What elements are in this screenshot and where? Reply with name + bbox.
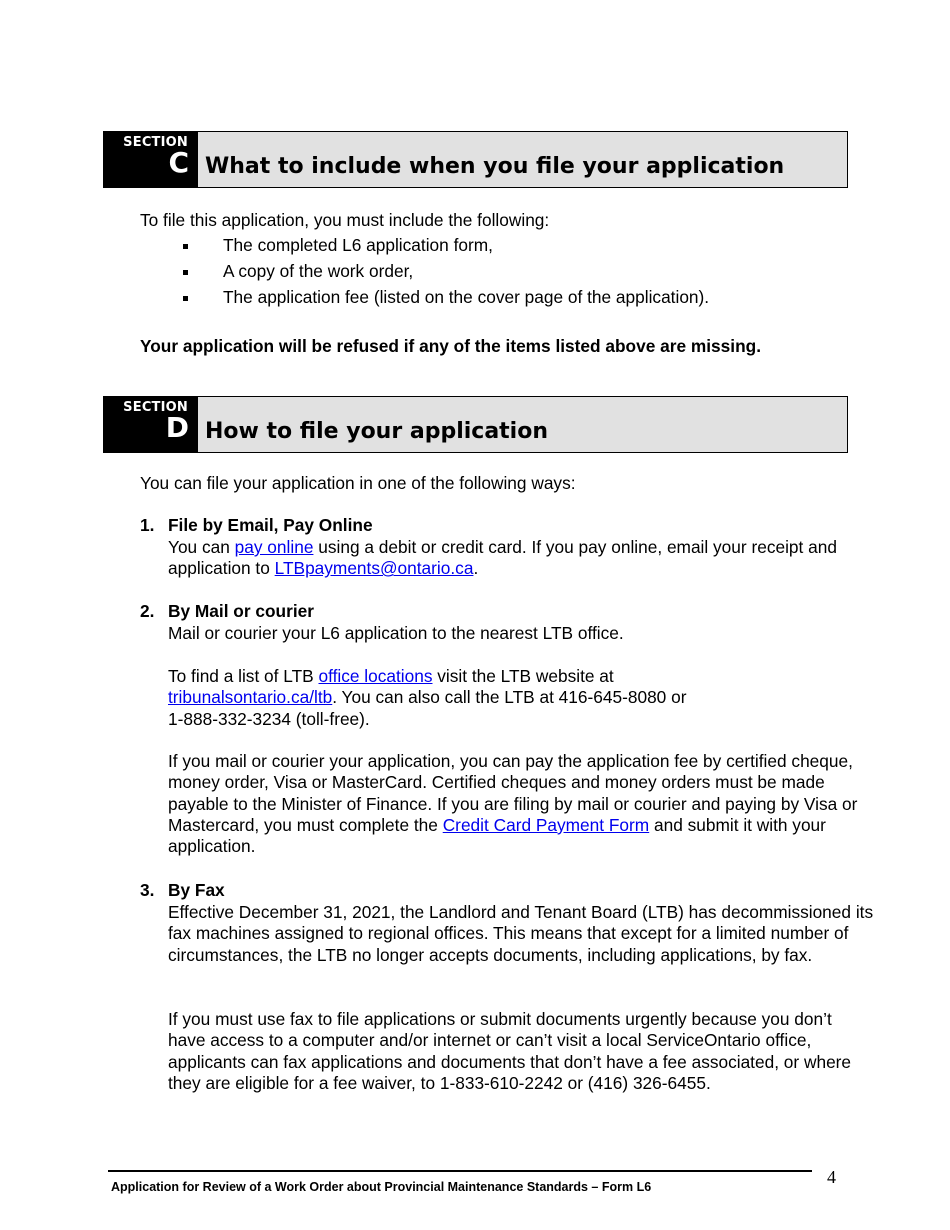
- section-c-title: What to include when you file your application: [205, 154, 785, 179]
- method-1-text: [168, 537, 908, 580]
- section-word: SECTION: [123, 400, 188, 415]
- method-2-payment-info: [168, 751, 880, 857]
- section-letter: D: [165, 411, 189, 444]
- section-d-intro: You can file your application in one of the following ways:: [140, 473, 576, 493]
- credit-card-form-link[interactable]: Credit Card Payment Form: [442, 814, 650, 835]
- text-segment: .: [473, 558, 479, 579]
- method-2-heading: By Mail or courier: [168, 601, 314, 621]
- list-item: [140, 235, 709, 261]
- section-d-tag: [104, 397, 198, 452]
- text-segment: using a debit or credit card. If you pay online, email your receipt and application to: [168, 537, 837, 579]
- section-c-intro: To file this application, you must include the following:: [140, 210, 550, 230]
- office-locations-link[interactable]: office locations: [318, 666, 433, 686]
- ltb-website-link[interactable]: tribunalsontario.ca/ltb: [168, 687, 333, 708]
- section-d-title: How to file your application: [205, 419, 548, 444]
- section-word: SECTION: [123, 135, 188, 150]
- footer-form-title: Application for Review of a Work Order about Provincial Maintenance Standards – Form L6: [111, 1180, 652, 1194]
- method-2-number: 2.: [140, 601, 155, 621]
- text-segment: To find a list of LTB: [168, 666, 319, 686]
- section-c-header: [103, 131, 848, 188]
- list-item-text: The application fee (listed on the cover page of the application).: [223, 287, 710, 307]
- text-segment: You can: [168, 537, 235, 557]
- list-item-text: The completed L6 application form,: [223, 235, 493, 255]
- text-segment: and submit it with your application.: [168, 814, 826, 857]
- text-segment: . You can also call the LTB at 416-645-8080 or: [332, 687, 687, 708]
- page-number: 4: [827, 1167, 836, 1187]
- refusal-warning: Your application will be refused if any of the items listed above are missing.: [140, 336, 761, 356]
- method-1-number: 1.: [140, 515, 155, 535]
- bullet-icon: [183, 296, 188, 301]
- method-3-para2: If you must use fax to file applications or submit documents urgently because you don’t have access to a computer and/or internet or can’t visit a local ServiceOntario office, applicants can fax applications and documents that don’t have a fee associated, or where they are eligible for a fee waiver, to 1-833-610-2242 or (416) 326-6455.: [168, 1009, 852, 1093]
- section-d-header: [103, 396, 848, 453]
- section-c-tag: [104, 132, 198, 187]
- footer-divider: [108, 1170, 812, 1172]
- section-letter: C: [168, 146, 189, 179]
- text-segment: visit the LTB website at: [432, 666, 614, 686]
- list-item: [140, 261, 709, 287]
- method-3-heading: By Fax: [168, 880, 225, 900]
- list-item-text: A copy of the work order,: [223, 261, 414, 281]
- required-items-list: [140, 235, 709, 313]
- pay-online-link[interactable]: pay online: [234, 537, 314, 557]
- method-3-number: 3.: [140, 880, 155, 900]
- list-item: [140, 287, 709, 313]
- method-1-heading: File by Email, Pay Online: [168, 515, 373, 535]
- method-2-office-info: [168, 666, 888, 730]
- bullet-icon: [183, 270, 188, 275]
- method-3-para1: Effective December 31, 2021, the Landlord and Tenant Board (LTB) has decommissioned its fax machines assigned to regional offices. This means that except for a limited number of circumstances, the LTB no longer accepts documents, including applications, by fax.: [168, 902, 874, 965]
- ltb-payments-email-link[interactable]: LTBpayments@ontario.ca: [274, 558, 474, 579]
- method-2-line1: Mail or courier your L6 application to the nearest LTB office.: [168, 623, 624, 643]
- bullet-icon: [183, 244, 188, 249]
- text-segment: 1-888-332-3234 (toll-free).: [168, 708, 370, 729]
- text-segment: If you mail or courier your application, you can pay the application fee by certified cheque, money order, Visa or MasterCard. Certified cheques and money orders must be made payable to the Minister of Finance. If you are filing by mail or courier and paying by Visa or Mastercard, you must complete the: [168, 751, 858, 835]
